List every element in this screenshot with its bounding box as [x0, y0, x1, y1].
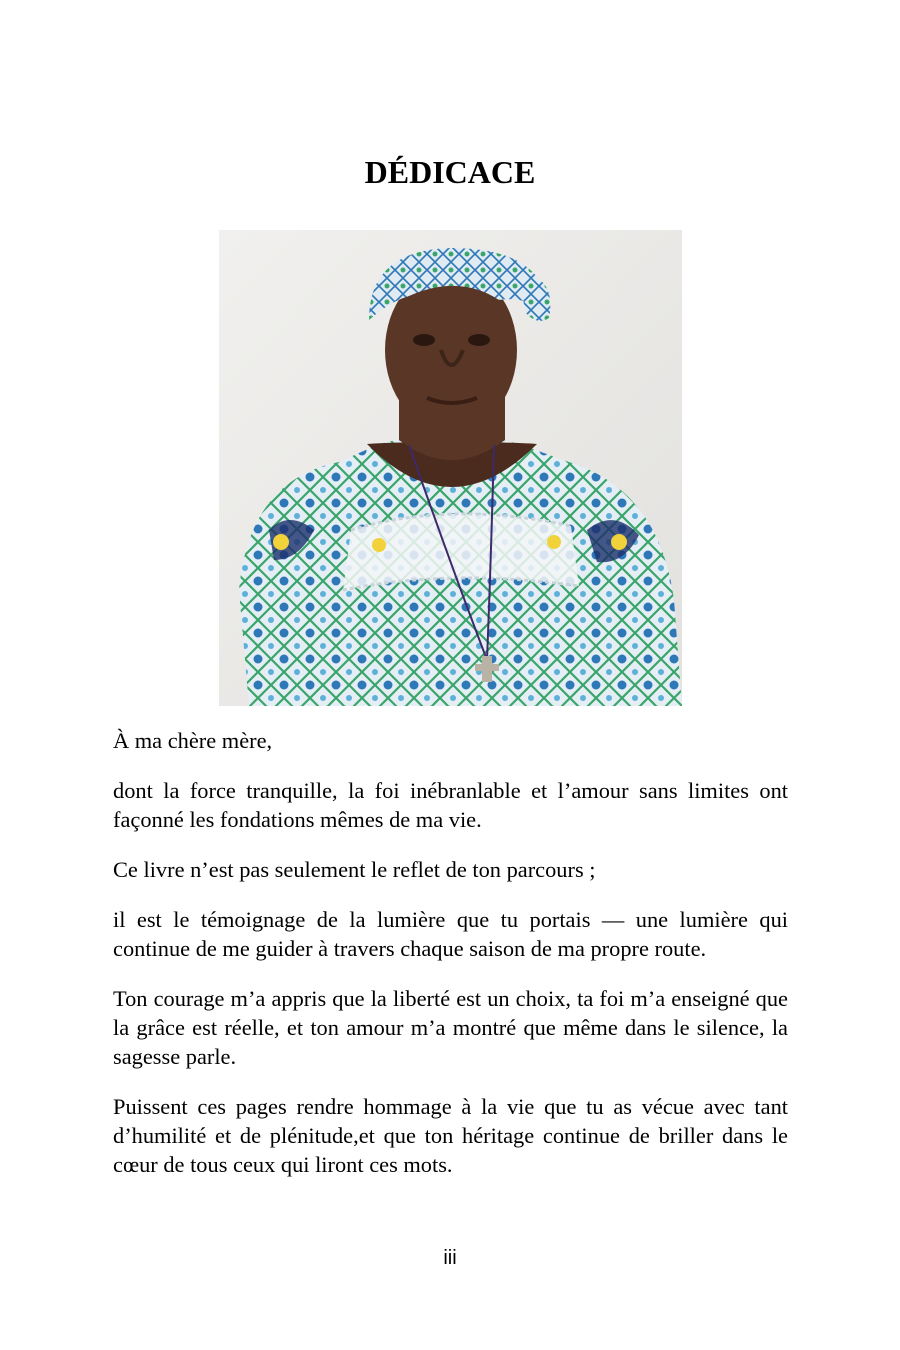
dedication-text — [113, 726, 788, 1200]
dedication-paragraph-2: dont la force tranquille, la foi inébranlable et l’amour sans limites ont façonné les fondations mêmes de ma vie. — [113, 778, 788, 832]
dedication-paragraph-1: À ma chère mère, — [113, 728, 273, 753]
portrait-photo — [219, 230, 682, 706]
portrait-illustration — [219, 230, 682, 706]
page-title: DÉDICACE — [364, 154, 536, 190]
dedication-paragraph-3: Ce livre n’est pas seulement le reflet de ton parcours ; — [113, 857, 596, 882]
dedication-paragraph-5: Ton courage m’a appris que la liberté est un choix, ta foi m’a enseigné que la grâce est réelle, et ton amour m’a montré que même dans le silence, la sagesse parle. — [113, 986, 788, 1069]
page-number: iii — [443, 1247, 457, 1269]
dedication-paragraph-4: il est le témoignage de la lumière que tu portais — une lumière qui continue de me guider à travers chaque saison de ma propre route. — [113, 907, 788, 961]
dedication-paragraph-6: Puissent ces pages rendre hommage à la vie que tu as vécue avec tant d’humilité et de plénitude,et que ton héritage continue de briller dans le cœur de tous ceux qui liront ces mots. — [113, 1094, 788, 1177]
